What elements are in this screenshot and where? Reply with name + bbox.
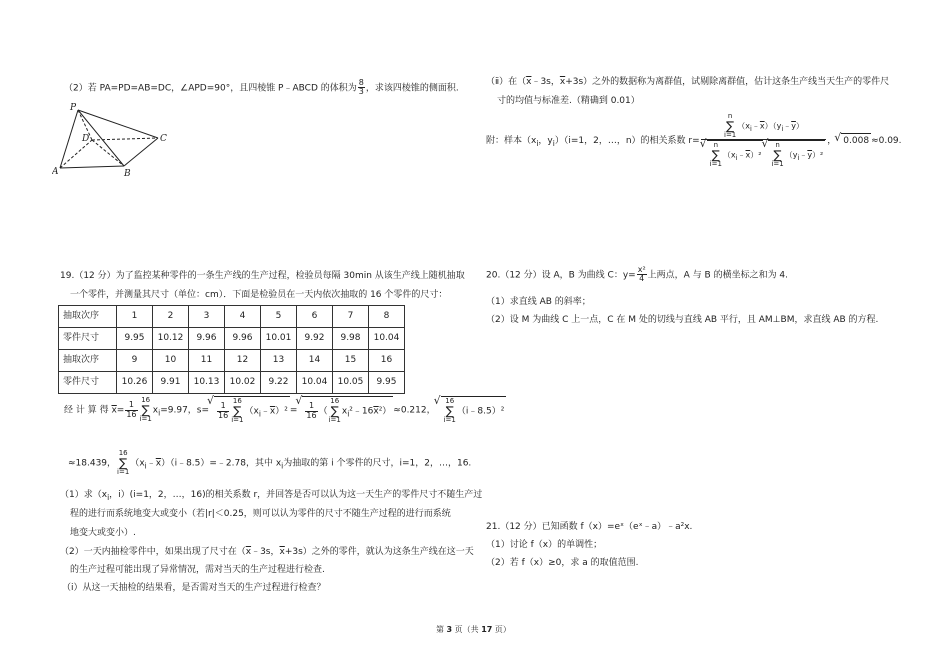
table-cell: 8 [369,306,405,328]
curve-fraction: $\frac{\text{x²}}{4}$ [637,265,646,284]
q21-part2: （2）若 f（x）≥0，求 a 的取值范围. [486,558,639,568]
edge-bc [124,138,158,166]
label-d: D [82,134,90,144]
q21-line: 21.（12 分）已知函数 f（x）=eˣ（eˣ﹣a）﹣a²x. [486,522,693,532]
appendix-line: 附：样本（$x_i$，$y_i)(i=1$，2，…，n）的相关系数 r= n ∑ $i=1(x_i﹣\overline{x})(y_i﹣\overline{y})$ √ n ∑ $i=1(x_i﹣\overline{x})^2√$ n ∑ $i=1(y_i﹣\overline{y})^2$ ， √ 0.008 ≈0.09. [486,113,902,168]
table-row [59,372,405,394]
correlation-formula: n ∑ $i=1(x_i﹣\overline{x})(y_i﹣\overline{y})$ √ n ∑ $i=1(x_i﹣\overline{x})^2√$ n ∑ $i=1(y_i﹣\overline{y})^2$ [701,113,827,168]
table-row [59,306,405,328]
edge-pa [60,110,78,168]
q20-part2: （2）设 M 为曲线 C 上一点，C 在 M 处的切线与直线 AB 平行，且 AM⊥BM，求直线 AB 的方程. [486,315,879,325]
table-cell: 4 [225,306,261,328]
edge-ab [60,166,124,168]
table-cell: 10.12 [153,328,189,350]
table-cell: 2 [153,306,189,328]
table-row-header: 零件尺寸 [59,328,117,350]
q19-ii-line1: （ⅱ）在（$\overline{x}﹣3s$，$\overline{x}+3s$）之外的数据称为离群值，试剔除离群值，估计这条生产线当天生产的零件尺 [486,77,890,87]
q18-part2-text-a: （2）若 PA=PD=AB=DC，∠APD=90°，且四棱锥 P﹣ABCD 的体积为 [64,83,357,94]
label-p: P [70,103,77,113]
q19-intro-line2: 一个零件，并测量其尺寸（单位：cm）．下面是检验员在一天内依次抽取的 16 个零件的尺寸： [70,290,448,300]
page-footer: 第 3 页（共 17 页） [436,625,511,634]
table-cell: 9.95 [369,372,405,394]
table-cell: 13 [261,350,297,372]
volume-fraction: $\frac{8}{3}$ [358,78,364,97]
table-cell: 16 [369,350,405,372]
table-cell: 5 [261,306,297,328]
q20-part1: （1）求直线 AB 的斜率； [486,297,591,307]
q19-intro-line1: 19.（12 分）为了监控某种零件的一条生产线的生产过程，检验员每隔 30min 从该生产线上随机抽取 [60,271,465,281]
table-row [59,328,405,350]
q19-part2-i: （ⅰ）从这一天抽检的结果看，是否需对当天的生产过程进行检查？ [62,583,326,593]
table-cell: 10 [153,350,189,372]
q18-part2-line [64,79,459,97]
table-row-header: 抽取次序 [59,306,117,328]
table-row-header: 抽取次序 [59,350,117,372]
table-row [59,350,405,372]
pyramid-figure [52,100,172,178]
label-a: A [52,167,59,177]
table-cell: 12 [225,350,261,372]
q19-ii-line2: 寸的均值与标准差.（精确到 0.01） [497,96,640,106]
sqrt-s-formula-2: √ $\frac{1}{16}$ （16 ∑ $i=1x_i^2﹣16\overline{x}^2$） [302,396,393,424]
table-cell: 7 [333,306,369,328]
label-b: B [124,169,131,178]
q21-part1: （1）讨论 f（x）的单调性； [486,540,603,550]
table-cell: 9.96 [189,328,225,350]
table-cell: 9.91 [153,372,189,394]
table-cell: 9.95 [117,328,153,350]
table-cell: 11 [189,350,225,372]
table-cell: 10.05 [333,372,369,394]
sqrt-s-formula-1: √ $\frac{1}{16}$ 16 ∑ $i=1(x_i﹣\overline{x})^2$ [214,396,290,424]
calc-prefix: 经 计 算 得 [64,405,109,416]
table-cell: 10.04 [369,328,405,350]
page-total: 17 [481,625,493,634]
calc-s-val: ≈0.212， [393,405,436,416]
sigma-xbar: 16 ∑ i=1 [139,396,152,423]
table-cell: 15 [333,350,369,372]
q19-part1-line3: 地变大或变小）. [70,528,136,538]
table-cell: 10.04 [297,372,333,394]
q19-part1-line2: 程的进行而系统地变大或变小（若|r|＜0.25，则可以认为零件的尺寸不随生产过程的进行而系统 [70,509,451,519]
label-c: C [160,134,167,144]
table-cell: 1 [117,306,153,328]
table-cell: 9 [117,350,153,372]
q19-calc-line2: ≈18.439，16 ∑ $i=1(x_i﹣\overline{x})(i﹣8.5)=﹣2.78$，其中 $x_i$为抽取的第 i 个零件的尺寸，i=1，2，…，16. [68,449,472,476]
q20-line: 20.（12 分）设 A，B 为曲线 C：y= $\frac{\text{x²}}{4}$ 上两点，A 与 B 的横坐标之和为 4. [486,265,789,284]
table-cell: 6 [297,306,333,328]
table-row-header: 零件尺寸 [59,372,117,394]
q19-part2-line2: 的生产过程可能出现了异常情况，需对当天的生产过程进行检查. [70,565,325,575]
sqrt-i-formula: √ 16 ∑ i=1（i﹣8.5）² [441,396,507,424]
q19-part2-line1: （2）一天内抽检零件中，如果出现了尺寸在（$\overline{x}﹣3s$，$\overline{x}+3s$）之外的零件，就认为这条生产线在这一天 [60,547,474,557]
calc-xbar: =9.97，s= [160,405,210,416]
part-size-table [58,305,405,394]
sqrt-0008: √ 0.008 [841,133,871,147]
q18-part2-text-b: ，求该四棱锥的侧面积. [365,83,459,94]
page-number: 3 [446,625,453,634]
table-cell: 9.22 [261,372,297,394]
table-cell: 3 [189,306,225,328]
table-cell: 10.01 [261,328,297,350]
q19-calc-line1: 经 计 算 得 $\overline{x}=$ $\frac{1}{16}$ 16 ∑ $i=1x_i=9.97$，s= √ $\frac{1}{16}$ 16 ∑ $i=1(x_i﹣\overline{x})^2$ = √ $\frac{1}{16}$ （16 ∑ $i=1x_i^2﹣16\overline{x}^2) \approx 0.212$，√ 16 ∑ i=1（i﹣8.5）² [64,396,506,424]
table-cell: 10.26 [117,372,153,394]
edge-db [92,140,124,166]
table-cell: 10.02 [225,372,261,394]
table-cell: 9.98 [333,328,369,350]
table-cell: 14 [297,350,333,372]
table-cell: 10.13 [189,372,225,394]
table-cell: 9.92 [297,328,333,350]
q19-part1-line1: （1）求（$x_i$，i）(i=1，2，…，16)的相关系数 r，并回答是否可以认为这一天生产的零件尺寸不随生产过 [60,490,483,502]
table-cell: 9.96 [225,328,261,350]
